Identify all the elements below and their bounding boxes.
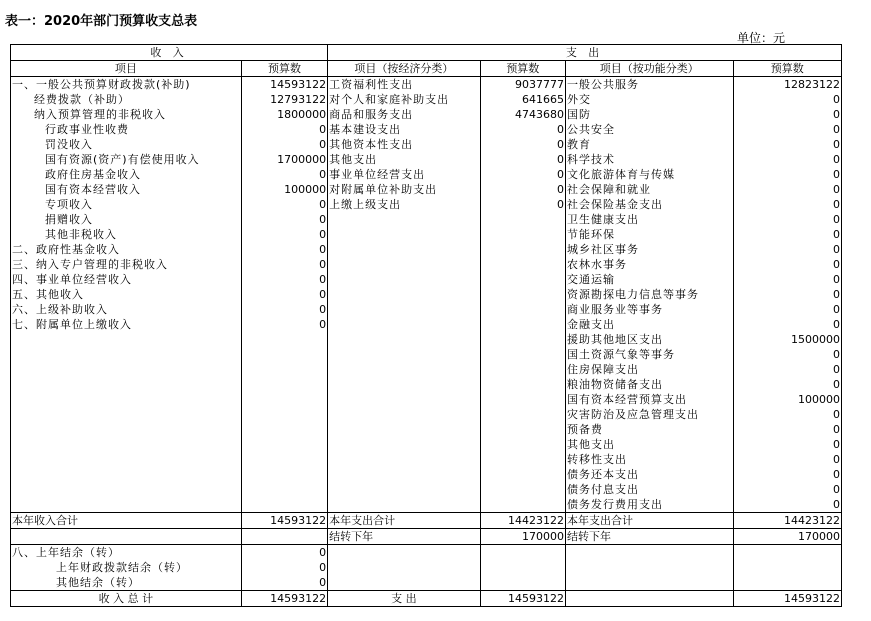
income-budget: 1800000 — [241, 107, 327, 122]
econ-item — [328, 287, 481, 302]
econ-budget — [480, 347, 565, 362]
table-row — [11, 197, 842, 212]
econ-item: 商品和服务支出 — [328, 107, 481, 122]
econ-item — [328, 377, 481, 392]
income-total-label: 本年收入合计 — [11, 513, 242, 529]
table-row — [11, 347, 842, 362]
func-item: 援助其他地区支出 — [565, 332, 733, 347]
table-row — [11, 167, 842, 182]
income-item — [11, 497, 242, 513]
table-row — [11, 452, 842, 467]
func-item: 交通运输 — [565, 272, 733, 287]
income-budget: 0 — [241, 167, 327, 182]
income-item: 专项收入 — [11, 197, 242, 212]
income-item — [11, 437, 242, 452]
income-budget: 14593122 — [241, 77, 327, 93]
func-item: 文化旅游体育与传媒 — [565, 167, 733, 182]
econ-budget — [480, 422, 565, 437]
func-budget: 0 — [733, 182, 841, 197]
func-item: 其他支出 — [565, 437, 733, 452]
econ-empty — [480, 575, 565, 591]
func-budget: 0 — [733, 212, 841, 227]
econ-budget: 0 — [480, 182, 565, 197]
income-budget: 0 — [241, 197, 327, 212]
income-item: 五、其他收入 — [11, 287, 242, 302]
income-item: 罚没收入 — [11, 137, 242, 152]
econ-total-label: 本年支出合计 — [328, 513, 481, 529]
econ-carry-value: 170000 — [480, 529, 565, 545]
econ-item — [328, 362, 481, 377]
income-budget: 0 — [241, 287, 327, 302]
income-budget — [241, 347, 327, 362]
func-item: 城乡社区事务 — [565, 242, 733, 257]
income-budget — [241, 332, 327, 347]
func-item: 资源勘探电力信息等事务 — [565, 287, 733, 302]
func-budget: 0 — [733, 467, 841, 482]
income-item: 政府住房基金收入 — [11, 167, 242, 182]
func-budget: 0 — [733, 272, 841, 287]
income-item — [11, 392, 242, 407]
income-item — [11, 407, 242, 422]
table-row — [11, 467, 842, 482]
expense-section-header: 支 出 — [328, 45, 842, 61]
econ-item — [328, 467, 481, 482]
table-row — [11, 137, 842, 152]
func-item: 公共安全 — [565, 122, 733, 137]
func-item: 一般公共服务 — [565, 77, 733, 93]
income-budget — [241, 377, 327, 392]
econ-item — [328, 497, 481, 513]
func-item: 预备费 — [565, 422, 733, 437]
econ-item — [328, 272, 481, 287]
func-budget: 0 — [733, 317, 841, 332]
income-budget: 100000 — [241, 182, 327, 197]
econ-item: 上缴上级支出 — [328, 197, 481, 212]
income-budget — [241, 482, 327, 497]
func-item: 粮油物资储备支出 — [565, 377, 733, 392]
func-budget: 0 — [733, 452, 841, 467]
table-row — [11, 242, 842, 257]
table-row — [11, 257, 842, 272]
current-year-total-row — [11, 513, 842, 529]
income-budget — [241, 422, 327, 437]
col-header-func: 项目（按功能分类） — [565, 61, 733, 77]
table-row — [11, 317, 842, 332]
func-budget: 0 — [733, 227, 841, 242]
income-budget — [241, 437, 327, 452]
func-empty — [565, 575, 733, 591]
table-row — [11, 407, 842, 422]
econ-item — [328, 257, 481, 272]
income-empty — [241, 529, 327, 545]
income-item: 二、政府性基金收入 — [11, 242, 242, 257]
econ-budget — [480, 407, 565, 422]
header-row-columns — [11, 61, 842, 77]
func-empty — [733, 560, 841, 575]
func-empty — [565, 545, 733, 561]
income-item — [11, 482, 242, 497]
func-item: 债务付息支出 — [565, 482, 733, 497]
func-budget: 0 — [733, 257, 841, 272]
func-budget: 0 — [733, 152, 841, 167]
func-budget: 0 — [733, 497, 841, 513]
income-item: 捐赠收入 — [11, 212, 242, 227]
grand-expense-value: 14593122 — [480, 591, 565, 607]
func-item: 商业服务业等事务 — [565, 302, 733, 317]
econ-budget: 4743680 — [480, 107, 565, 122]
income-budget: 0 — [241, 122, 327, 137]
func-empty — [733, 545, 841, 561]
table-row — [11, 302, 842, 317]
func-budget: 0 — [733, 422, 841, 437]
prior-value: 0 — [241, 545, 327, 561]
col-header-budget3: 预算数 — [733, 61, 841, 77]
func-item: 卫生健康支出 — [565, 212, 733, 227]
income-budget: 0 — [241, 212, 327, 227]
econ-item — [328, 452, 481, 467]
econ-budget: 0 — [480, 152, 565, 167]
econ-empty — [328, 545, 481, 561]
econ-budget — [480, 377, 565, 392]
income-item: 纳入预算管理的非税收入 — [11, 107, 242, 122]
table-row — [11, 377, 842, 392]
func-item: 金融支出 — [565, 317, 733, 332]
table-row — [11, 152, 842, 167]
econ-item: 工资福利性支出 — [328, 77, 481, 93]
income-budget: 0 — [241, 227, 327, 242]
econ-budget — [480, 362, 565, 377]
func-item: 国防 — [565, 107, 733, 122]
income-item: 四、事业单位经营收入 — [11, 272, 242, 287]
income-budget — [241, 392, 327, 407]
income-item: 其他非税收入 — [11, 227, 242, 242]
econ-carry-label: 结转下年 — [328, 529, 481, 545]
income-item — [11, 422, 242, 437]
econ-budget — [480, 497, 565, 513]
table-row — [11, 422, 842, 437]
econ-budget — [480, 272, 565, 287]
func-item: 社会保障和就业 — [565, 182, 733, 197]
prior-year-row — [11, 575, 842, 591]
econ-item: 基本建设支出 — [328, 122, 481, 137]
econ-item — [328, 347, 481, 362]
col-header-econ: 项目（按经济分类） — [328, 61, 481, 77]
income-item: 六、上级补助收入 — [11, 302, 242, 317]
econ-budget — [480, 212, 565, 227]
econ-budget — [480, 242, 565, 257]
econ-item — [328, 227, 481, 242]
func-budget: 0 — [733, 137, 841, 152]
econ-budget — [480, 392, 565, 407]
grand-func-value: 14593122 — [733, 591, 841, 607]
income-total-value: 14593122 — [241, 513, 327, 529]
func-total-value: 14423122 — [733, 513, 841, 529]
func-budget: 0 — [733, 242, 841, 257]
econ-budget — [480, 332, 565, 347]
func-budget: 0 — [733, 197, 841, 212]
income-item — [11, 347, 242, 362]
func-empty — [565, 560, 733, 575]
econ-empty — [328, 575, 481, 591]
table-row — [11, 227, 842, 242]
unit-label: 单位：元 — [737, 31, 786, 45]
table-row — [11, 77, 842, 93]
econ-budget — [480, 317, 565, 332]
col-header-budget: 预算数 — [241, 61, 327, 77]
econ-budget: 9037777 — [480, 77, 565, 93]
econ-item: 其他支出 — [328, 152, 481, 167]
col-header-item: 项目 — [11, 61, 242, 77]
prior-item: 其他结余（转） — [11, 575, 242, 591]
table-row — [11, 212, 842, 227]
prior-item: 上年财政拨款结余（转） — [11, 560, 242, 575]
func-budget: 0 — [733, 407, 841, 422]
prior-item: 八、上年结余（转） — [11, 545, 242, 561]
econ-budget — [480, 287, 565, 302]
table-row — [11, 92, 842, 107]
func-budget: 0 — [733, 362, 841, 377]
header-row-sections — [11, 45, 842, 61]
econ-budget — [480, 302, 565, 317]
income-budget — [241, 497, 327, 513]
econ-item: 对附属单位补助支出 — [328, 182, 481, 197]
func-budget: 0 — [733, 122, 841, 137]
income-item — [11, 362, 242, 377]
table-row — [11, 272, 842, 287]
income-item: 国有资源(资产)有偿使用收入 — [11, 152, 242, 167]
econ-budget — [480, 437, 565, 452]
income-budget: 0 — [241, 137, 327, 152]
econ-empty — [480, 560, 565, 575]
income-budget: 1700000 — [241, 152, 327, 167]
income-budget — [241, 407, 327, 422]
budget-summary-table — [10, 44, 842, 607]
income-budget: 12793122 — [241, 92, 327, 107]
func-item: 住房保障支出 — [565, 362, 733, 377]
econ-budget: 641665 — [480, 92, 565, 107]
econ-item — [328, 317, 481, 332]
table-row — [11, 182, 842, 197]
income-budget — [241, 467, 327, 482]
income-item: 行政事业性收费 — [11, 122, 242, 137]
econ-item — [328, 302, 481, 317]
econ-item: 对个人和家庭补助支出 — [328, 92, 481, 107]
income-budget — [241, 362, 327, 377]
table-row — [11, 392, 842, 407]
income-item: 三、纳入专户管理的非税收入 — [11, 257, 242, 272]
func-item: 灾害防治及应急管理支出 — [565, 407, 733, 422]
income-budget: 0 — [241, 317, 327, 332]
income-budget — [241, 452, 327, 467]
func-budget: 0 — [733, 482, 841, 497]
func-item: 科学技术 — [565, 152, 733, 167]
econ-budget — [480, 257, 565, 272]
func-item: 国土资源气象等事务 — [565, 347, 733, 362]
grand-income-label: 收 入 总 计 — [11, 591, 242, 607]
func-empty — [733, 575, 841, 591]
func-item: 节能环保 — [565, 227, 733, 242]
prior-value: 0 — [241, 575, 327, 591]
func-item: 外交 — [565, 92, 733, 107]
func-budget: 100000 — [733, 392, 841, 407]
income-item: 一、一般公共预算财政拨款(补助) — [11, 77, 242, 93]
econ-empty — [480, 545, 565, 561]
econ-item — [328, 407, 481, 422]
income-item: 七、附属单位上缴收入 — [11, 317, 242, 332]
func-budget: 0 — [733, 287, 841, 302]
grand-income-value: 14593122 — [241, 591, 327, 607]
econ-budget: 0 — [480, 197, 565, 212]
income-item — [11, 452, 242, 467]
income-section-header: 收 入 — [11, 45, 328, 61]
income-budget: 0 — [241, 257, 327, 272]
income-item: 国有资本经营收入 — [11, 182, 242, 197]
econ-item — [328, 212, 481, 227]
func-budget: 0 — [733, 437, 841, 452]
econ-budget — [480, 482, 565, 497]
econ-item — [328, 482, 481, 497]
econ-item — [328, 422, 481, 437]
func-item: 教育 — [565, 137, 733, 152]
func-item: 转移性支出 — [565, 452, 733, 467]
func-item: 社会保险基金支出 — [565, 197, 733, 212]
table-row — [11, 332, 842, 347]
func-budget: 12823122 — [733, 77, 841, 93]
econ-item — [328, 437, 481, 452]
carry-forward-row — [11, 529, 842, 545]
func-carry-value: 170000 — [733, 529, 841, 545]
econ-item — [328, 242, 481, 257]
func-item: 国有资本经营预算支出 — [565, 392, 733, 407]
table-row — [11, 122, 842, 137]
func-budget: 0 — [733, 347, 841, 362]
prior-year-row — [11, 545, 842, 561]
func-item: 债务还本支出 — [565, 467, 733, 482]
table-row — [11, 482, 842, 497]
table-title: 表一：2020年部门预算收支总表 — [5, 14, 198, 29]
econ-budget — [480, 227, 565, 242]
grand-total-row — [11, 591, 842, 607]
econ-item: 事业单位经营支出 — [328, 167, 481, 182]
econ-budget: 0 — [480, 137, 565, 152]
func-item: 债务发行费用支出 — [565, 497, 733, 513]
table-row — [11, 287, 842, 302]
income-item — [11, 332, 242, 347]
table-row — [11, 437, 842, 452]
func-budget: 0 — [733, 92, 841, 107]
func-item: 农林水事务 — [565, 257, 733, 272]
func-budget: 0 — [733, 377, 841, 392]
econ-item — [328, 392, 481, 407]
func-budget: 0 — [733, 107, 841, 122]
grand-expense-label: 支 出 — [328, 591, 481, 607]
table-row — [11, 362, 842, 377]
econ-budget: 0 — [480, 122, 565, 137]
econ-total-value: 14423122 — [480, 513, 565, 529]
func-carry-label: 结转下年 — [565, 529, 733, 545]
income-budget: 0 — [241, 302, 327, 317]
income-item: 经费拨款（补助） — [11, 92, 242, 107]
func-budget: 1500000 — [733, 332, 841, 347]
prior-value: 0 — [241, 560, 327, 575]
func-budget: 0 — [733, 167, 841, 182]
income-budget: 0 — [241, 242, 327, 257]
econ-item — [328, 332, 481, 347]
func-budget: 0 — [733, 302, 841, 317]
income-empty — [11, 529, 242, 545]
econ-budget: 0 — [480, 167, 565, 182]
prior-year-row — [11, 560, 842, 575]
table-row — [11, 497, 842, 513]
income-item — [11, 377, 242, 392]
econ-item: 其他资本性支出 — [328, 137, 481, 152]
grand-func-empty — [565, 591, 733, 607]
table-row — [11, 107, 842, 122]
income-budget: 0 — [241, 272, 327, 287]
econ-budget — [480, 452, 565, 467]
col-header-budget2: 预算数 — [480, 61, 565, 77]
func-total-label: 本年支出合计 — [565, 513, 733, 529]
econ-budget — [480, 467, 565, 482]
income-item — [11, 467, 242, 482]
econ-empty — [328, 560, 481, 575]
